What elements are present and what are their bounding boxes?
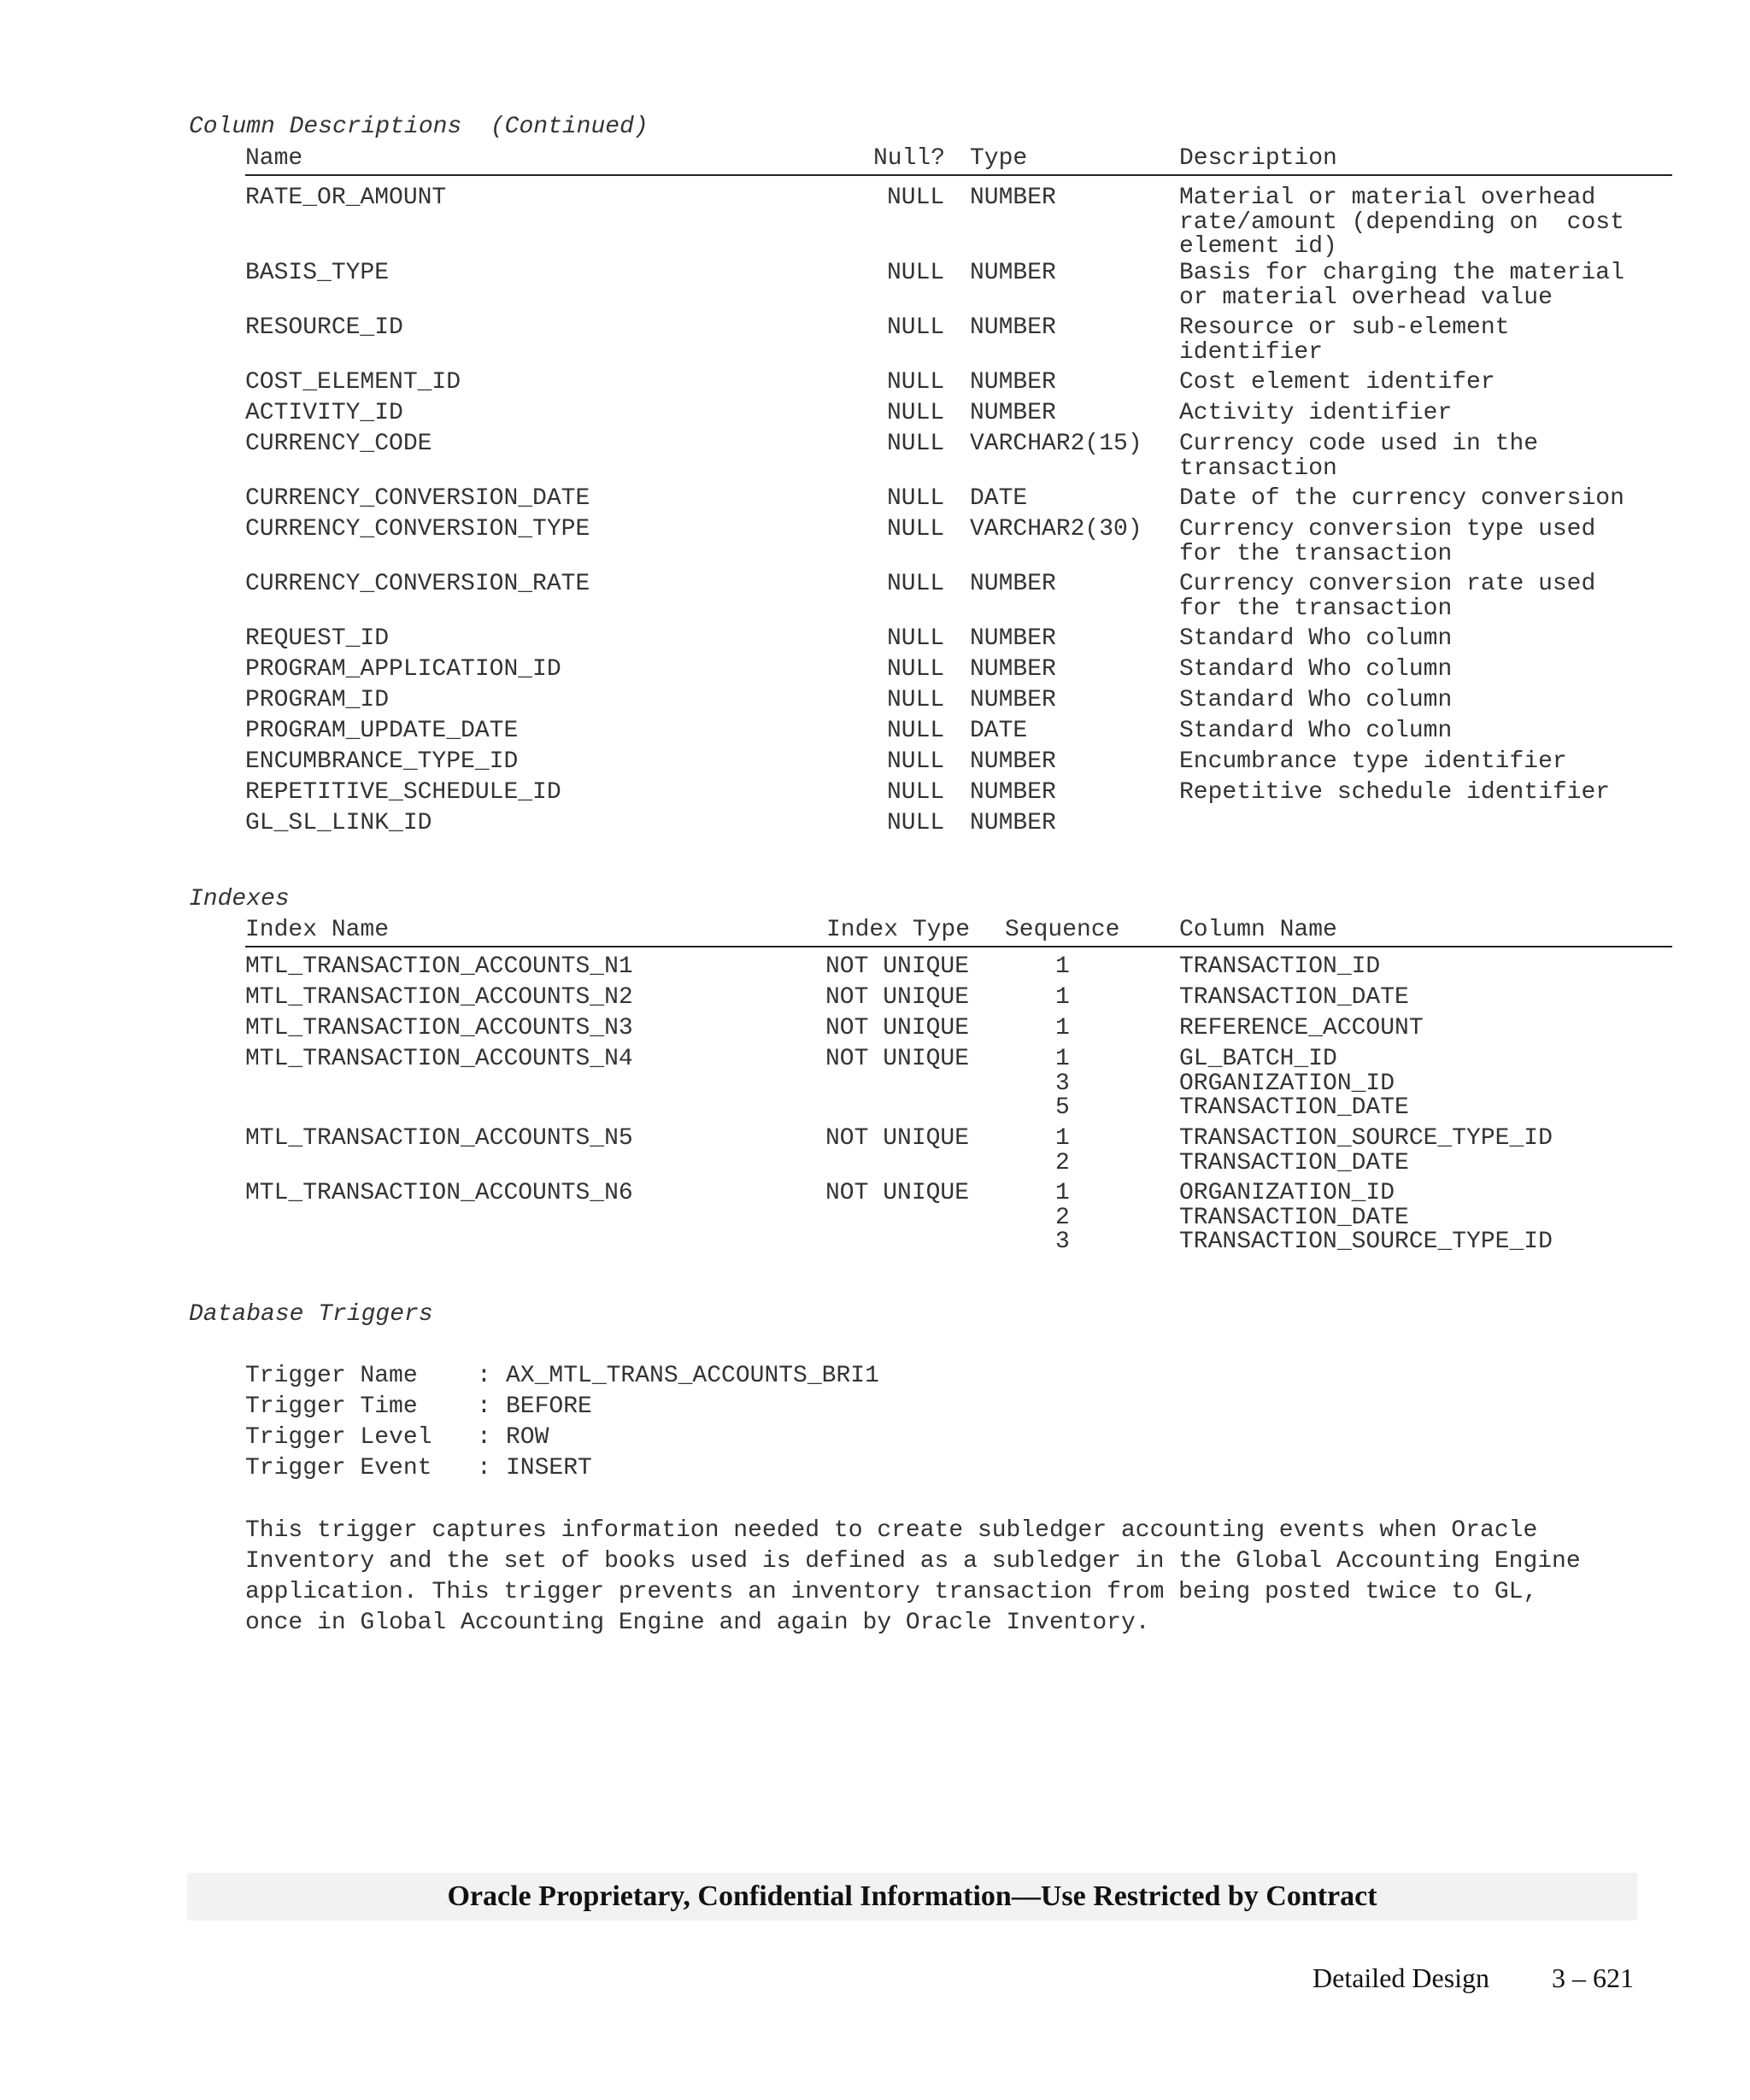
column-null: NULL	[887, 314, 945, 341]
column-null: NULL	[887, 485, 945, 512]
indexes-title: Indexes	[189, 886, 290, 912]
index-column-name: ORGANIZATION_ID	[1179, 1070, 1395, 1097]
column-description-line: transaction	[1179, 455, 1337, 482]
column-null: NULL	[887, 185, 945, 211]
column-null: NULL	[887, 718, 945, 744]
trigger-field-value: AX_MTL_TRANS_ACCOUNTS_BRI1	[506, 1363, 879, 1389]
header-column-name: Column Name	[1179, 917, 1337, 943]
column-name: RESOURCE_ID	[245, 314, 403, 341]
trigger-field-separator: :	[477, 1393, 491, 1420]
column-null: NULL	[887, 571, 945, 597]
column-type: NUMBER	[970, 656, 1056, 683]
column-name: PROGRAM_UPDATE_DATE	[245, 718, 519, 744]
column-description-line: Standard Who column	[1179, 625, 1453, 652]
index-sequence: 5	[1055, 1094, 1070, 1121]
page-number: 3 – 621	[1552, 1962, 1634, 1993]
column-type: DATE	[970, 718, 1028, 744]
column-type: NUMBER	[970, 810, 1056, 836]
header-null: Null?	[873, 145, 946, 172]
column-null: NULL	[887, 260, 945, 286]
column-name: RATE_OR_AMOUNT	[245, 185, 447, 211]
column-description-line: for the transaction	[1179, 595, 1453, 622]
column-name: CURRENCY_CONVERSION_TYPE	[245, 516, 590, 543]
index-sequence: 2	[1055, 1204, 1070, 1231]
header-sequence: Sequence	[1005, 917, 1120, 943]
column-name: CURRENCY_CONVERSION_RATE	[245, 571, 590, 597]
section-name: Detailed Design	[1312, 1962, 1490, 1993]
column-name: BASIS_TYPE	[245, 260, 390, 286]
column-description-line: Currency code used in the	[1179, 431, 1539, 457]
column-description-line: Cost element identifer	[1179, 369, 1495, 396]
index-column-name: TRANSACTION_DATE	[1179, 1094, 1409, 1121]
index-type: NOT UNIQUE	[825, 1125, 970, 1152]
column-null: NULL	[887, 431, 945, 457]
trigger-description: This trigger captures information needed to create subledger accounting events when Oracle Inventory and the set of books used is defined as a subledger in the Global Accounting Engine application. This trigger prevents an inventory transaction from being posted twice to GL, once in Global Accounting Engine and again by Oracle Inventory.	[245, 1517, 1581, 1636]
header-name: Name	[245, 145, 303, 172]
column-description-line: Standard Who column	[1179, 656, 1453, 683]
column-null: NULL	[887, 748, 945, 775]
index-name: MTL_TRANSACTION_ACCOUNTS_N4	[245, 1046, 633, 1072]
column-name: COST_ELEMENT_ID	[245, 369, 461, 396]
confidential-notice: Oracle Proprietary, Confidential Information––Use Restricted by Contract	[447, 1880, 1377, 1912]
index-column-name: TRANSACTION_SOURCE_TYPE_ID	[1179, 1229, 1553, 1255]
column-name: ACTIVITY_ID	[245, 400, 403, 426]
column-description-line: Date of the currency conversion	[1179, 485, 1624, 512]
index-sequence: 1	[1055, 953, 1070, 980]
column-name: GL_SL_LINK_ID	[245, 810, 432, 836]
column-null: NULL	[887, 516, 945, 543]
column-description-line: or material overhead value	[1179, 284, 1553, 311]
column-type: NUMBER	[970, 369, 1056, 396]
index-sequence: 1	[1055, 1046, 1070, 1072]
column-description-line: for the transaction	[1179, 540, 1453, 567]
column-description-line: Encumbrance type identifier	[1179, 748, 1567, 775]
trigger-field-value: ROW	[506, 1424, 549, 1451]
trigger-field-separator: :	[477, 1363, 491, 1389]
index-column-name: TRANSACTION_DATE	[1179, 984, 1409, 1011]
trigger-field-label: Trigger Time	[245, 1393, 418, 1420]
column-type: NUMBER	[970, 400, 1056, 426]
column-description-line: identifier	[1179, 338, 1324, 366]
trigger-field-label: Trigger Event	[245, 1455, 432, 1481]
column-name: CURRENCY_CONVERSION_DATE	[245, 485, 590, 512]
index-sequence: 1	[1055, 1180, 1070, 1206]
column-type: NUMBER	[970, 314, 1056, 341]
column-null: NULL	[887, 687, 945, 713]
index-sequence: 1	[1055, 1125, 1070, 1152]
trigger-field-separator: :	[477, 1424, 491, 1451]
column-type: NUMBER	[970, 779, 1056, 806]
column-type: DATE	[970, 485, 1028, 512]
header-description: Description	[1179, 145, 1337, 172]
index-column-name: TRANSACTION_ID	[1179, 953, 1381, 980]
database-triggers-title: Database Triggers	[189, 1301, 433, 1328]
index-sequence: 2	[1055, 1149, 1070, 1176]
column-type: NUMBER	[970, 185, 1056, 211]
index-column-name: TRANSACTION_DATE	[1179, 1204, 1409, 1231]
column-name: ENCUMBRANCE_TYPE_ID	[245, 748, 519, 775]
column-table-header	[245, 145, 1672, 176]
trigger-field-value: BEFORE	[506, 1393, 592, 1420]
column-null: NULL	[887, 810, 945, 836]
trigger-field-separator: :	[477, 1455, 491, 1481]
index-name: MTL_TRANSACTION_ACCOUNTS_N2	[245, 984, 633, 1011]
column-name: REPETITIVE_SCHEDULE_ID	[245, 779, 561, 806]
column-description-line: Standard Who column	[1179, 718, 1453, 744]
index-name: MTL_TRANSACTION_ACCOUNTS_N1	[245, 953, 633, 980]
index-column-name: GL_BATCH_ID	[1179, 1046, 1337, 1072]
header-index-name: Index Name	[245, 917, 390, 943]
index-sequence: 3	[1055, 1070, 1070, 1097]
column-name: REQUEST_ID	[245, 625, 390, 652]
trigger-field-label: Trigger Name	[245, 1363, 418, 1389]
column-null: NULL	[887, 779, 945, 806]
index-name: MTL_TRANSACTION_ACCOUNTS_N6	[245, 1180, 633, 1206]
column-description-line: Resource or sub-element	[1179, 314, 1510, 341]
column-description-line: Repetitive schedule identifier	[1179, 779, 1611, 806]
column-description-line: Standard Who column	[1179, 687, 1453, 713]
column-description-line: Material or material overhead	[1179, 185, 1596, 211]
header-type: Type	[970, 145, 1028, 172]
column-null: NULL	[887, 656, 945, 683]
index-column-name: TRANSACTION_DATE	[1179, 1149, 1409, 1176]
column-name: PROGRAM_APPLICATION_ID	[245, 656, 561, 683]
column-name: PROGRAM_ID	[245, 687, 390, 713]
index-type: NOT UNIQUE	[825, 1180, 970, 1206]
column-name: CURRENCY_CODE	[245, 431, 432, 457]
index-column-name: REFERENCE_ACCOUNT	[1179, 1015, 1424, 1041]
index-sequence: 1	[1055, 1015, 1070, 1041]
column-type: NUMBER	[970, 571, 1056, 597]
index-sequence: 1	[1055, 984, 1070, 1011]
column-null: NULL	[887, 400, 945, 426]
index-type: NOT UNIQUE	[825, 984, 970, 1011]
confidential-banner	[187, 1873, 1637, 1921]
index-type: NOT UNIQUE	[825, 953, 970, 980]
column-type: VARCHAR2(30)	[970, 516, 1142, 543]
column-null: NULL	[887, 369, 945, 396]
index-column-name: TRANSACTION_SOURCE_TYPE_ID	[1179, 1125, 1553, 1152]
trigger-field-value: INSERT	[506, 1455, 592, 1481]
column-type: VARCHAR2(15)	[970, 431, 1142, 457]
header-index-type: Index Type	[826, 917, 971, 943]
column-descriptions-title: Column Descriptions (Continued)	[189, 114, 649, 140]
column-description-line: Currency conversion type used	[1179, 516, 1596, 543]
column-description-line: rate/amount (depending on cost	[1179, 208, 1624, 236]
column-description-line: Currency conversion rate used	[1179, 571, 1596, 597]
column-type: NUMBER	[970, 687, 1056, 713]
index-column-name: ORGANIZATION_ID	[1179, 1180, 1395, 1206]
index-name: MTL_TRANSACTION_ACCOUNTS_N3	[245, 1015, 633, 1041]
index-sequence: 3	[1055, 1229, 1070, 1255]
column-type: NUMBER	[970, 260, 1056, 286]
trigger-field-label: Trigger Level	[245, 1424, 432, 1451]
column-null: NULL	[887, 625, 945, 652]
column-description-line: Basis for charging the material	[1179, 260, 1624, 286]
column-type: NUMBER	[970, 748, 1056, 775]
column-description-line: Activity identifier	[1179, 400, 1453, 426]
column-type: NUMBER	[970, 625, 1056, 652]
index-name: MTL_TRANSACTION_ACCOUNTS_N5	[245, 1125, 633, 1152]
index-type: NOT UNIQUE	[825, 1046, 970, 1072]
index-table-header	[245, 917, 1672, 947]
index-type: NOT UNIQUE	[825, 1015, 970, 1041]
column-description-line: element id)	[1179, 233, 1337, 260]
